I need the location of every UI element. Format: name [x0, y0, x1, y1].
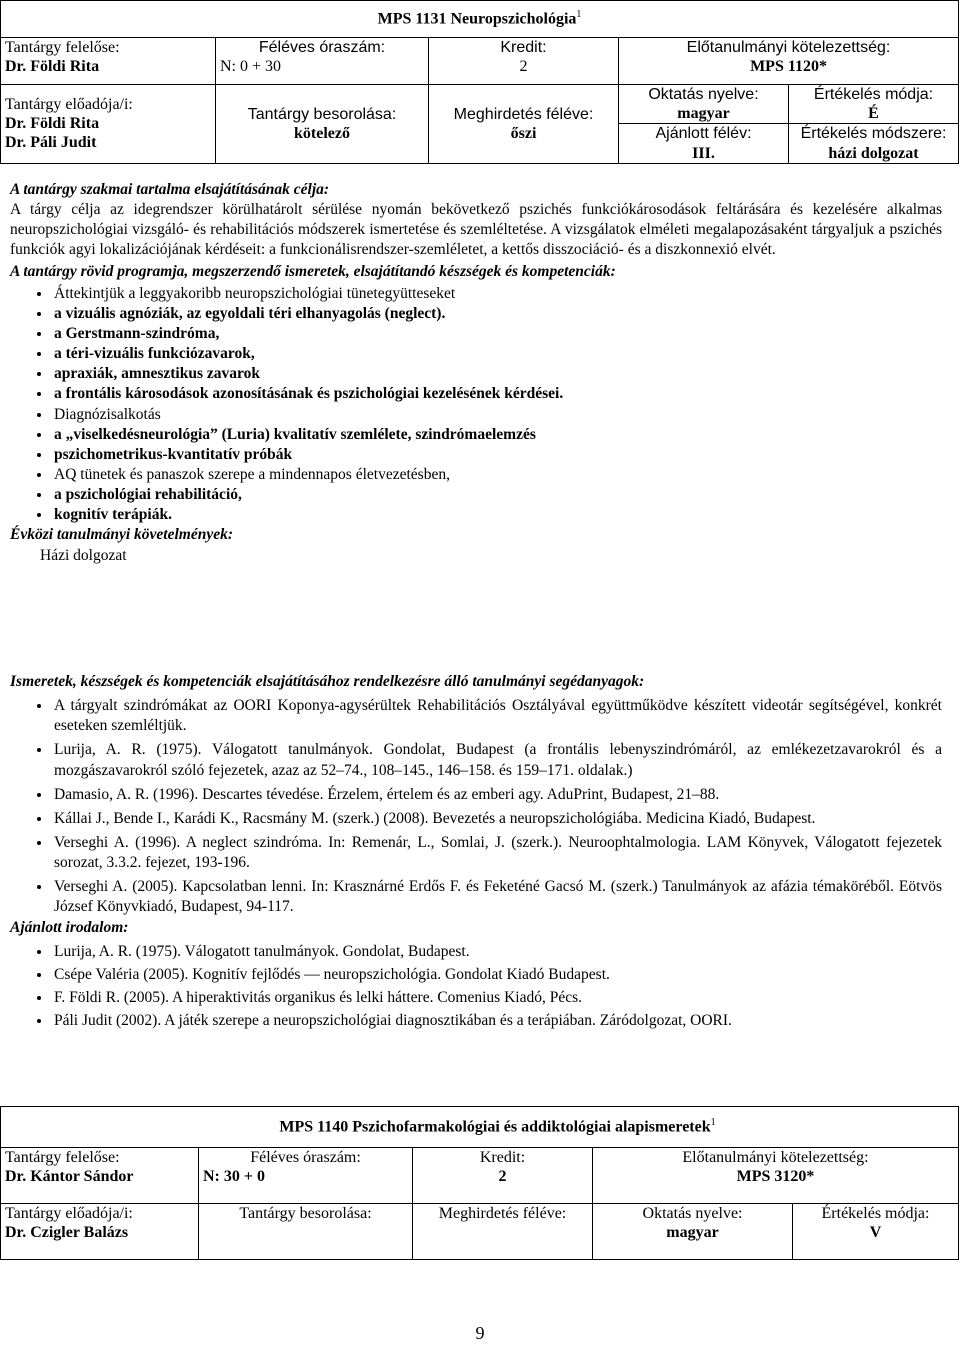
list-item: • Verseghi A. (1996). A neglect szindróma. In: Remenár, L., Somlai, J. (szerk.). Neuroophtalmologia. LAM Könyvek, Válogatott fejezetek sorozat, 3.3.2. fejezet, 193-196.	[52, 833, 942, 873]
course1-lecturer-cell: Tantárgy előadója/i: Dr. Földi Rita Dr. Páli Judit	[1, 85, 216, 164]
goal-text: A tárgy célja az idegrendszer körülhatárolt sérülése nyomán bekövetkező pszichés funkciókárosodások feltárására és kezelésére alkalmas neuropszichológiai vizsgáló- és rehabilitációs módszerek ismertetése és szemléltetése. A vizsgálatok elméleti megalapozásaként tárgyaljuk a pszichés funkciók agyi lokalizációjának kérdéseit: a funkcionálisrendszer-szemléletet, a kettős disszociáció- és a diszkonnexió elvét.	[10, 201, 942, 259]
requirements-heading: Évközi tanulmányi követelmények:	[10, 526, 234, 544]
materials-heading: Ismeretek, készségek és kompetenciák elsajátításához rendelkezésre álló tanulmányi segédanyagok:	[10, 673, 645, 690]
course1-hours-cell: Féléves óraszám: N: 0 + 30	[216, 38, 429, 85]
course1-credit-cell: Kredit: 2	[429, 38, 619, 85]
course1-prereq-cell: Előtanulmányi kötelezettség: MPS 1120*	[619, 38, 959, 85]
course2-type-cell: Tantárgy besorolása:	[199, 1204, 413, 1260]
course1-content	[10, 180, 942, 566]
list-item: • a pszichológiai rehabilitáció,	[52, 485, 942, 505]
list-item: • A tárgyalt szindrómákat az OORI Koponya-agysérültek Rehabilitációs Osztályával együttműködve készített videotár segítségével, konkrét eseteken szemléltjük.	[52, 696, 942, 736]
course2-title: MPS 1140 Pszichofarmakológiai és addiktológiai alapismeretek$^1$	[1, 1107, 959, 1148]
program-heading: A tantárgy rövid programja, megszerzendő ismeretek, elsajátítandó készségek és kompetenciák:	[10, 262, 616, 280]
list-item: • kognitív terápiák.	[52, 505, 942, 525]
course1-title: MPS 1131 Neuropszichológia$^1$	[1, 1, 959, 38]
course2-prereq-cell: Előtanulmányi kötelezettség: MPS 3120*	[593, 1148, 959, 1204]
course2-term-cell: Meghirdetés féléve:	[413, 1204, 593, 1260]
page-number: 9	[475, 1323, 485, 1343]
list-item: • a frontális károsodások azonosításának és pszichológiai kezelésének kérdései.	[52, 384, 942, 404]
list-item: • pszichometrikus-kvantitatív próbák	[52, 445, 942, 465]
list-item: • a téri-vizuális funkciózavarok,	[52, 344, 942, 364]
list-item: • Verseghi A. (2005). Kapcsolatban lenni. In: Krasznárné Erdős F. és Feketéné Gacsó M. (szerk.) Tanulmányok az afázia témaköréből. Eötvös József Könyvkiadó, Budapest, 94-117.	[52, 877, 942, 917]
course2-eval-cell: Értékelés módja: V	[793, 1204, 959, 1260]
list-item: • Diagnózisalkotás	[52, 405, 942, 425]
course2-info-table	[0, 1106, 959, 1260]
course1-term-cell: Meghirdetés féléve: őszi	[429, 85, 619, 164]
course2-hours-cell: Féléves óraszám: N: 30 + 0	[199, 1148, 413, 1204]
course1-type-cell: Tantárgy besorolása: kötelező	[216, 85, 429, 164]
materials-list	[10, 696, 942, 917]
list-item: • Kállai J., Bende I., Karádi K., Racsmány M. (szerk.) (2008). Bevezetés a neuropszichológiába. Medicina Kiadó, Budapest.	[52, 809, 942, 829]
list-item: • a „viselkedésneurológia” (Luria) kvalitatív szemlélete, szindrómaelemzés	[52, 425, 942, 445]
reading-heading: Ajánlott irodalom:	[10, 918, 129, 936]
program-list	[10, 284, 942, 526]
reading-list	[10, 942, 942, 1032]
list-item: • a vizuális agnóziák, az egyoldali téri elhanyagolás (neglect).	[52, 304, 942, 324]
list-item: • Damasio, A. R. (1996). Descartes tévedése. Érzelem, értelem és az emberi agy. AduPrint, Budapest, 21–88.	[52, 785, 942, 805]
course1-eval-cell: Értékelés módja: É	[789, 85, 959, 124]
course2-lang-cell: Oktatás nyelve: magyar	[593, 1204, 793, 1260]
list-item: • apraxiák, amnesztikus zavarok	[52, 364, 942, 384]
requirements-text: Házi dolgozat	[40, 546, 127, 564]
course1-responsible-cell: Tantárgy felelőse: Dr. Földi Rita	[1, 38, 216, 85]
list-item: • Csépe Valéria (2005). Kognitív fejlődés — neuropszichológia. Gondolat Kiadó Budapest.	[52, 965, 942, 985]
course1-recommended-term-cell: Ajánlott félév: III.	[619, 124, 789, 163]
course1-lang-cell: Oktatás nyelve: magyar	[619, 85, 789, 124]
course2-lecturer-cell: Tantárgy előadója/i: Dr. Czigler Balázs	[1, 1204, 199, 1260]
course2-credit-cell: Kredit: 2	[413, 1148, 593, 1204]
list-item: • a Gerstmann-szindróma,	[52, 324, 942, 344]
list-item: • Lurija, A. R. (1975). Válogatott tanulmányok. Gondolat, Budapest (a frontális lebenyszindrómáról, az emlékezetzavarokról és a mozgászavarokról szóló fejezetek, azaz az 52–74., 108–145., 146–158. és 159–171. oldalak.)	[52, 740, 942, 780]
list-item: • Páli Judit (2002). A játék szerepe a neuropszichológiai diagnosztikában és a terápiában. Záródolgozat, OORI.	[52, 1011, 942, 1031]
list-item: • Lurija, A. R. (1975). Válogatott tanulmányok. Gondolat, Budapest.	[52, 942, 942, 962]
goal-heading: A tantárgy szakmai tartalma elsajátításának célja:	[10, 181, 330, 198]
course2-responsible-cell: Tantárgy felelőse: Dr. Kántor Sándor	[1, 1148, 199, 1204]
list-item: • AQ tünetek és panaszok szerepe a mindennapos életvezetésben,	[52, 465, 942, 485]
list-item: • F. Földi R. (2005). A hiperaktivitás organikus és lelki háttere. Comenius Kiadó, Pécs.	[52, 988, 942, 1008]
course1-eval-method-cell: Értékelés módszere: házi dolgozat	[789, 124, 959, 163]
materials-section	[10, 672, 942, 1031]
course1-info-table	[0, 0, 959, 164]
list-item: • Áttekintjük a leggyakoribb neuropszichológiai tünetegyütteseket	[52, 284, 942, 304]
